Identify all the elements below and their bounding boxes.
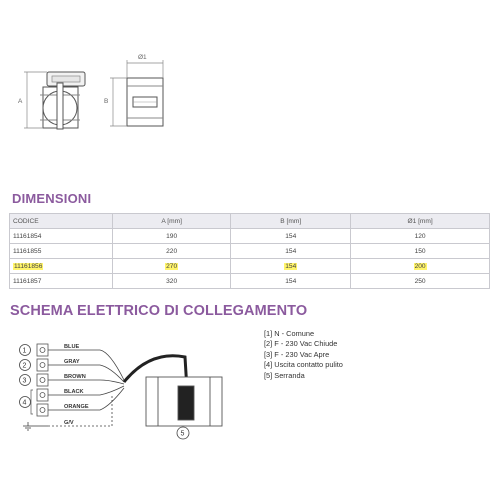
dimensions-table: [9, 213, 490, 289]
legend-item: [1] N - Comune: [264, 329, 315, 338]
table-header-row: [10, 214, 490, 229]
wire-label-brown: BROWN: [64, 374, 86, 380]
cell-code: 11161856: [14, 262, 43, 270]
wiring-diagram: [0, 330, 260, 445]
wire-label-ground: G/V: [64, 420, 74, 426]
dimension-phi: [127, 60, 163, 78]
dimensions-title: DIMENSIONI: [12, 191, 92, 206]
cell-a: 320: [113, 274, 231, 289]
damper-number: 5: [180, 430, 185, 438]
cell-code: 11161855: [10, 244, 113, 259]
side-view: [40, 72, 85, 129]
legend-item: [3] F - 230 Vac Apre: [264, 349, 330, 359]
ground-icon: [23, 422, 48, 430]
cell-phi: 200: [414, 262, 426, 270]
cell-phi: 120: [351, 229, 490, 244]
cell-b: 154: [231, 274, 351, 289]
cell-code: 11161857: [10, 274, 113, 289]
cell-b: 154: [285, 262, 297, 270]
table-row-highlighted: [10, 259, 490, 274]
wire-label-gray: GRAY: [64, 359, 80, 365]
dim-a-label: A: [18, 98, 23, 105]
terminal-block: [37, 344, 48, 416]
damper: [146, 377, 222, 426]
legend-item: [4] Uscita contatto pulito: [264, 360, 343, 370]
header-phi: Ø1 [mm]: [351, 214, 490, 229]
terminal-label: 4: [22, 399, 27, 407]
header-a: A [mm]: [113, 214, 231, 229]
wire-label-orange: ORANGE: [64, 404, 89, 410]
schema-title: SCHEMA ELETTRICO DI COLLEGAMENTO: [10, 303, 308, 319]
cell-phi: 150: [351, 244, 490, 259]
technical-drawing: [0, 0, 500, 185]
terminal-label: 3: [22, 377, 27, 385]
wiring-legend: [264, 329, 343, 381]
cell-phi: 250: [351, 274, 490, 289]
cell-b: 154: [231, 229, 351, 244]
table-row: [10, 244, 490, 259]
table-row: [10, 274, 490, 289]
cell-a: 270: [166, 262, 178, 270]
front-view: [127, 78, 163, 126]
dimension-b: [110, 78, 127, 126]
dim-phi-label: Ø1: [138, 54, 147, 61]
header-code: CODICE: [10, 214, 113, 229]
wire-label-blue: BLUE: [64, 344, 80, 350]
terminal-label: 1: [22, 347, 27, 355]
header-b: B [mm]: [231, 214, 351, 229]
wire-label-black: BLACK: [64, 389, 84, 395]
legend-item: [5] Serranda: [264, 370, 305, 380]
dim-b-label: B: [104, 98, 109, 105]
terminal-label: 2: [22, 362, 27, 370]
table-row: [10, 229, 490, 244]
cell-code: 11161854: [10, 229, 113, 244]
cell-a: 190: [113, 229, 231, 244]
legend-item: [2] F - 230 Vac Chiude: [264, 339, 338, 349]
cell-b: 154: [231, 244, 351, 259]
cell-a: 220: [113, 244, 231, 259]
